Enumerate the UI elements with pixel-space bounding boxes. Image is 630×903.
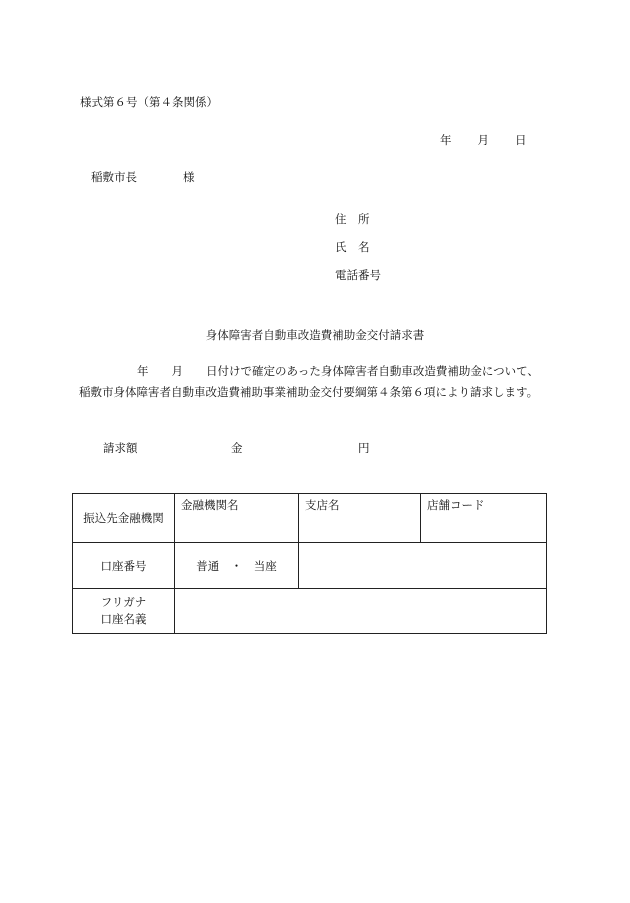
address-label: 住 所 — [335, 212, 370, 226]
branch-field[interactable] — [299, 494, 421, 543]
account-row — [73, 543, 547, 589]
account-holder-label-cell — [73, 589, 175, 634]
account-holder-row — [73, 589, 547, 634]
bank-table — [72, 493, 547, 634]
body-line-2: 稲敷市身体障害者自動車改造費補助事業補助金交付要綱第４条第６項により請求します。 — [79, 385, 539, 399]
transfer-bank-label: 振込先金融機関 — [73, 494, 175, 543]
account-holder-label: 口座名義 — [100, 612, 147, 626]
addressee-honorific: 様 — [183, 170, 195, 184]
account-number-field[interactable] — [299, 543, 547, 589]
phone-label: 電話番号 — [335, 268, 381, 282]
amount-unit: 円 — [358, 441, 370, 455]
branch-code-label: 店舗コード — [427, 498, 485, 512]
addressee — [91, 172, 195, 184]
account-type-field[interactable]: 普通 ・ 当座 — [175, 543, 299, 589]
bank-name-field[interactable] — [175, 494, 299, 543]
account-number-label: 口座番号 — [73, 543, 175, 589]
form-number: 様式第６号（第４条関係） — [80, 95, 218, 109]
bank-name-label: 金融機関名 — [181, 498, 239, 512]
amount-prefix: 金 — [231, 441, 243, 455]
addressee-name: 稲敷市長 — [91, 170, 137, 184]
document-title: 身体障害者自動車改造費補助金交付請求書 — [205, 328, 425, 342]
account-holder-field[interactable] — [175, 589, 547, 634]
date-day: 日 — [515, 133, 527, 147]
furigana-label: フリガナ — [100, 594, 147, 609]
branch-label: 支店名 — [305, 498, 340, 512]
bank-row — [73, 494, 547, 543]
branch-code-field[interactable] — [421, 494, 547, 543]
date-year: 年 — [440, 133, 452, 147]
date-month: 月 — [477, 133, 489, 147]
body-line-1: 年 月 日付けで確定のあった身体障害者自動車改造費補助金について、 — [137, 364, 539, 378]
date-line — [440, 135, 527, 147]
name-label: 氏 名 — [335, 240, 370, 254]
amount-label: 請求額 — [103, 441, 138, 455]
